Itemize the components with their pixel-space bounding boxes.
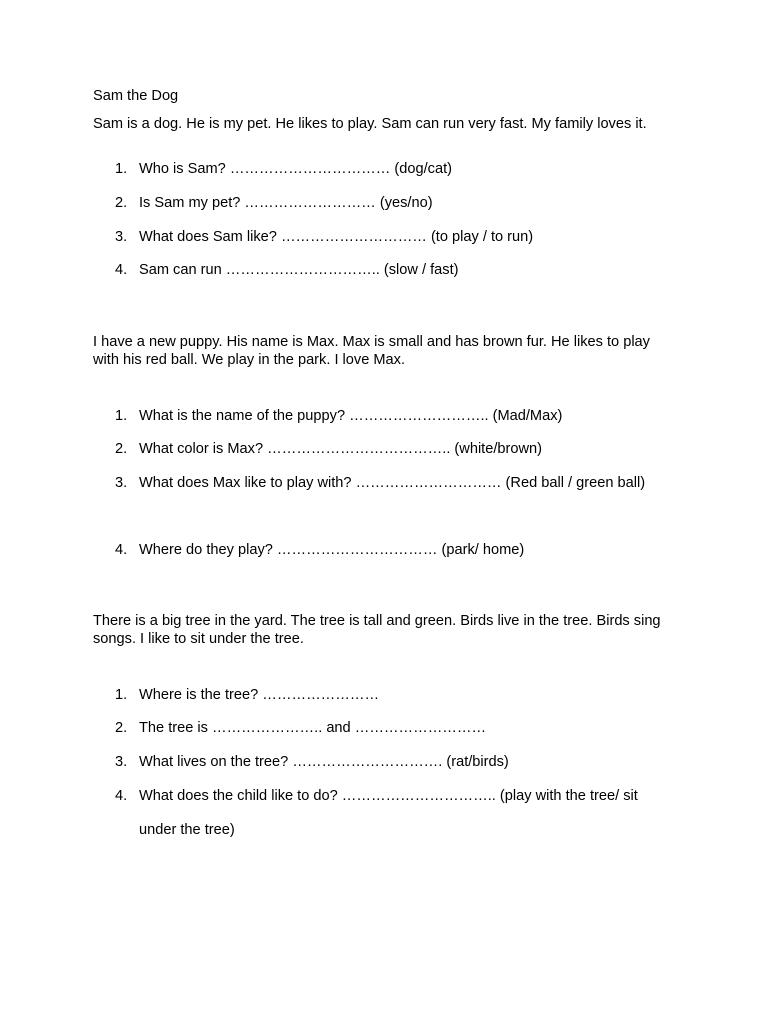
question-number: 3. (115, 475, 128, 491)
question-text: Where do they play? …………………………… (park/ home) (139, 542, 525, 558)
passage-2: I have a new puppy. His name is Max. Max is small and has brown fur. He likes to play with his red ball. We play in the park. I love Max. (93, 334, 650, 368)
question-text: What does the child like to do? ………………………….. (play with the tree/ sit under the tree) (139, 788, 638, 838)
passage-3: There is a big tree in the yard. The tree is tall and green. Birds live in the tree. Birds sing songs. I like to sit under the tree. (93, 613, 661, 647)
question-text: Is Sam my pet? ……………………… (yes/no) (139, 195, 433, 211)
question-number: 2. (115, 195, 128, 211)
question-number: 1. (115, 161, 128, 177)
question-text: The tree is ………………….. and ……………………… (139, 720, 487, 736)
question-number: 1. (115, 408, 128, 424)
question-text: What lives on the tree? …………………………. (rat/birds) (139, 754, 509, 770)
question-number: 2. (115, 441, 128, 457)
passage-1: Sam is a dog. He is my pet. He likes to play. Sam can run very fast. My family loves it. (93, 116, 647, 132)
question-number: 4. (115, 788, 128, 804)
question-number: 2. (115, 720, 128, 736)
question-number: 3. (115, 754, 128, 770)
question-number: 4. (115, 542, 128, 558)
question-text: Who is Sam? …………………………… (dog/cat) (139, 161, 453, 177)
question-text: Where is the tree? …………………… (139, 687, 380, 703)
question-number: 3. (115, 229, 128, 245)
question-number: 4. (115, 262, 128, 278)
question-text: What is the name of the puppy? ……………………….. (Mad/Max) (139, 408, 563, 424)
page-title: Sam the Dog (93, 88, 179, 104)
question-text: What does Sam like? ………………………… (to play / to run) (139, 229, 534, 245)
question-number: 1. (115, 687, 128, 703)
question-text: What does Max like to play with? ………………………… (Red ball / green ball) (139, 475, 646, 491)
question-text: Sam can run ………………………….. (slow / fast) (139, 262, 459, 278)
question-text: What color is Max? ……………………………….. (white/brown) (139, 441, 543, 457)
